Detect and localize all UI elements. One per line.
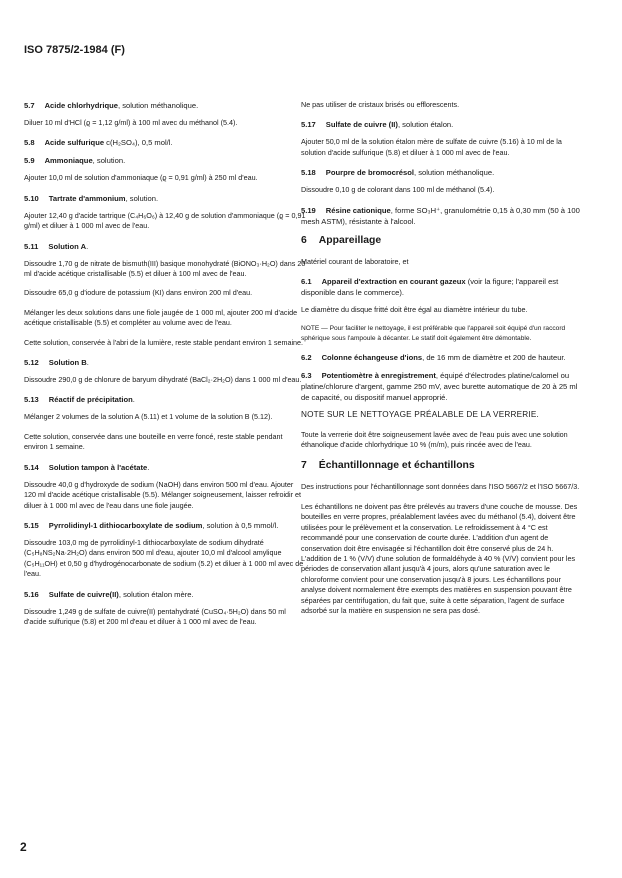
body-paragraph: Cette solution, conservée dans une bouteille en verre foncé, reste stable pendant environ 1 semaine. bbox=[24, 431, 283, 452]
body-paragraph: Ajouter 12,40 g d'acide tartrique (C₄H₆O₆) à 12,40 g de solution d'ammoniaque (ϱ = 0,91 g/ml) et diluer à 1 000 ml avec de l'eau. bbox=[24, 210, 306, 231]
subsection-heading bbox=[24, 137, 306, 148]
subsection-heading bbox=[301, 276, 585, 298]
subsection-heading bbox=[24, 520, 306, 531]
subsection-heading bbox=[24, 100, 306, 111]
subsection-number: 6.1 bbox=[301, 277, 312, 287]
body-paragraph: Des instructions pour l'échantillonnage sont données dans l'ISO 5667/2 et l'ISO 5667/3. bbox=[301, 482, 580, 492]
subsection-heading bbox=[301, 205, 585, 227]
subsection-rest: , solution à 0,5 mmol/l. bbox=[202, 520, 279, 530]
subsection-title: Colonne échangeuse d'ions bbox=[321, 353, 423, 363]
subsection-heading bbox=[24, 241, 306, 252]
body-paragraph: Ajouter 10,0 ml de solution d'ammoniaque (ϱ = 0,91 g/ml) à 250 ml d'eau. bbox=[24, 173, 258, 183]
subsection-title: Pourpre de bromocrésol bbox=[325, 168, 414, 178]
subsection-number: 5.7 bbox=[24, 101, 35, 110]
subsection-number: 5.19 bbox=[301, 205, 316, 215]
body-paragraph: Cette solution, conservée à l'abri de la lumière, reste stable pendant environ 1 semaine. bbox=[24, 337, 304, 347]
subsection-number: 5.18 bbox=[301, 168, 316, 178]
document-header: ISO 7875/2-1984 (F) bbox=[24, 44, 125, 56]
section-heading bbox=[301, 234, 585, 247]
subsection-heading bbox=[24, 193, 306, 204]
subsection-heading bbox=[301, 352, 585, 363]
subsection-rest: . bbox=[147, 462, 150, 472]
subsection-heading bbox=[301, 119, 585, 130]
body-paragraph: Ne pas utiliser de cristaux brisés ou efflorescents. bbox=[301, 100, 460, 109]
subsection-heading bbox=[24, 155, 306, 166]
subsection-number: 5.8 bbox=[24, 138, 35, 148]
subsection-rest: , de 16 mm de diamètre et 200 de hauteur. bbox=[422, 353, 566, 363]
body-paragraph: Mélanger les deux solutions dans une fiole jaugée de 1 000 ml, ajouter 200 ml d'acide acétique cristallisable (5.5) et compléter au volume avec de l'eau. bbox=[24, 307, 298, 328]
subsection-heading bbox=[301, 370, 585, 403]
page-number: 2 bbox=[20, 840, 27, 854]
subsection-rest: . bbox=[86, 241, 89, 251]
subsection-title: Solution B bbox=[48, 358, 87, 368]
subsection-number: 5.14 bbox=[24, 462, 39, 472]
subsection-number: 5.10 bbox=[24, 193, 39, 203]
subsection-number: 5.9 bbox=[24, 156, 35, 166]
subsection-rest: . bbox=[86, 358, 89, 368]
subsection-rest: . bbox=[132, 395, 135, 405]
subsection-number: 5.16 bbox=[24, 589, 39, 599]
subsection-title: Résine cationique bbox=[325, 205, 391, 215]
note-paragraph: NOTE — Pour faciliter le nettoyage, il est préférable que l'appareil soit équipé d'un raccord sphérique sous l'ampoule à décanter. Le statif doit également être démontable. bbox=[301, 325, 566, 342]
subsection-rest: , solution méthanolique. bbox=[413, 168, 495, 178]
section-heading bbox=[301, 459, 585, 472]
body-paragraph: Dissoudre 1,70 g de nitrate de bismuth(III) basique monohydraté (BiONO₃·H₂O) dans 20 ml d'acide acétique cristallisable (5.5) et diluer à 100 ml avec de l'eau. bbox=[24, 258, 306, 279]
section-number: 7 bbox=[301, 460, 307, 472]
body-paragraph: Le diamètre du disque fritté doit être égal au diamètre intérieur du tube. bbox=[301, 305, 528, 315]
body-paragraph: Dissoudre 290,0 g de chlorure de baryum dihydraté (BaCl₂·2H₂O) dans 1 000 ml d'eau. bbox=[24, 375, 302, 385]
subsection-heading bbox=[24, 394, 306, 405]
subsection-number: 5.12 bbox=[24, 358, 39, 368]
body-paragraph: Dissoudre 40,0 g d'hydroxyde de sodium (NaOH) dans environ 500 ml d'eau. Ajouter 120 ml d'acide acétique cristallisable (5.5). Mélanger soigneusement, laisser refroidir et diluer à 1 000 ml avec de l'eau dans une fiole jaugée. bbox=[24, 479, 302, 510]
subsection-number: 5.17 bbox=[301, 120, 316, 130]
body-paragraph: Mélanger 2 volumes de la solution A (5.11) et 1 volume de la solution B (5.12). bbox=[24, 412, 273, 422]
subsection-number: 5.13 bbox=[24, 395, 39, 405]
left-column bbox=[24, 100, 306, 636]
subsection-title: Sulfate de cuivre(II) bbox=[48, 589, 119, 599]
subsection-rest: (voir la figure; l'appareil est disponible dans le commerce). bbox=[301, 277, 559, 298]
subsection-rest: , solution. bbox=[92, 156, 126, 166]
body-paragraph: Matériel courant de laboratoire, et bbox=[301, 256, 409, 266]
right-column bbox=[301, 100, 585, 625]
subsection-title: Potentiomètre à enregistrement bbox=[321, 371, 436, 381]
subsection-rest: , forme SO₃H⁺, granulométrie 0,15 à 0,30 mm (50 à 100 mesh ASTM), résistante à l'alcool. bbox=[301, 205, 580, 226]
subsection-title: Sulfate de cuivre (II) bbox=[325, 120, 398, 130]
subsection-title: Appareil d'extraction en courant gazeux bbox=[321, 277, 466, 287]
subsection-heading bbox=[24, 462, 306, 473]
subsection-rest: , équipé d'électrodes platine/calomel ou platine/chlorure d'argent, gamme 250 mV, avec burette automatique de 20 à 25 ml de capacité, ou dispositif manuel approprié. bbox=[301, 371, 578, 403]
subsection-number: 6.3 bbox=[301, 371, 312, 381]
subsection-title: Réactif de précipitation bbox=[48, 395, 133, 405]
subsection-rest: , solution étalon. bbox=[397, 120, 454, 130]
subsection-heading bbox=[301, 167, 585, 178]
body-paragraph: Ajouter 50,0 ml de la solution étalon mère de sulfate de cuivre (5.16) à 10 ml de la solution d'acide sulfurique (5.8) et diluer à 1 000 ml avec de l'eau. bbox=[301, 137, 562, 157]
subsection-number: 5.15 bbox=[24, 520, 39, 530]
subsection-rest: , solution. bbox=[125, 193, 159, 203]
body-paragraph: Les échantillons ne doivent pas être prélevés au travers d'une couche de mousse. Des bouteilles en verre propres, préalablement lavées avec du méthanol (5.4), doivent être utilisées pour le prélèvement et la conservation. Le refroidissement à 4 °C est recommandé pour une conservation de courte durée. L'addition d'un agent de conservation doit être envisagée si l'échantillon doit être conservé plus de 24 h. L'addition de 1 % (V/V) d'une solution de formaldéhyde à 40 % (V/V) convient pour les périodes de conservation allant jusqu'à 4 jours, alors qu'une saturation avec le chloroforme convient pour une conservation jusqu'à 8 jours. Les échantillons pour analyse doivent normalement être exempts des matières en suspension pouvant être séparées par centrifugation, du fait que, suite à cette séparation, l'agent de surface adsorbé sur la matière en suspension ne sera pas dosé. bbox=[301, 501, 578, 615]
subsection-number: 5.11 bbox=[24, 241, 39, 251]
subsection-title: Ammoniaque bbox=[44, 156, 93, 166]
body-paragraph: Dissoudre 1,249 g de sulfate de cuivre(II) pentahydraté (CuSO₄·5H₂O) dans 50 ml d'acide sulfurique (5.8) et 200 ml d'eau et diluer à 1 000 ml avec de l'eau. bbox=[24, 606, 286, 626]
subsection-title: Acide chlorhydrique bbox=[44, 101, 118, 110]
subsection-rest: , solution méthanolique. bbox=[117, 101, 199, 110]
section-title: Échantillonnage et échantillons bbox=[318, 460, 475, 472]
subsection-title: Solution A bbox=[48, 241, 87, 251]
body-paragraph: Dissoudre 103,0 mg de pyrrolidinyl-1 dithiocarboxylate de sodium dihydraté (C₅H₈NS₂Na·2H₂O) dans environ 500 ml d'eau, ajouter 10,0 ml d'alcool amylique (C₅H₁₁OH) et 0,50 g d'hydrogénocarbonate de sodium (5.2) et diluer à 1 000 ml avec de l'eau. bbox=[24, 537, 304, 579]
subsection-number: 6.2 bbox=[301, 353, 312, 363]
body-paragraph: Dissoudre 0,10 g de colorant dans 100 ml de méthanol (5.4). bbox=[301, 185, 495, 195]
caps-note: NOTE SUR LE NETTOYAGE PRÉALABLE DE LA VERRERIE. bbox=[301, 410, 539, 420]
subsection-heading bbox=[24, 357, 306, 368]
subsection-title: Solution tampon à l'acétate bbox=[48, 462, 148, 472]
subsection-rest: c(H₂SO₄), 0,5 mol/l. bbox=[104, 138, 173, 148]
section-number: 6 bbox=[301, 234, 307, 246]
subsection-title: Acide sulfurique bbox=[44, 138, 105, 148]
subsection-rest: , solution étalon mère. bbox=[118, 589, 194, 599]
body-paragraph: Dissoudre 65,0 g d'iodure de potassium (KI) dans environ 200 ml d'eau. bbox=[24, 288, 253, 298]
subsection-title: Pyrrolidinyl-1 dithiocarboxylate de sodium bbox=[48, 520, 203, 530]
subsection-title: Tartrate d'ammonium bbox=[48, 193, 126, 203]
body-paragraph: Toute la verrerie doit être soigneusement lavée avec de l'eau puis avec une solution éthanolique d'acide chlorhydrique 10 % (m/m), puis rincée avec de l'eau. bbox=[301, 429, 568, 450]
body-paragraph: Diluer 10 ml d'HCl (ϱ = 1,12 g/ml) à 100 ml avec du méthanol (5.4). bbox=[24, 118, 238, 127]
section-title: Appareillage bbox=[318, 234, 382, 246]
subsection-heading bbox=[24, 589, 306, 600]
